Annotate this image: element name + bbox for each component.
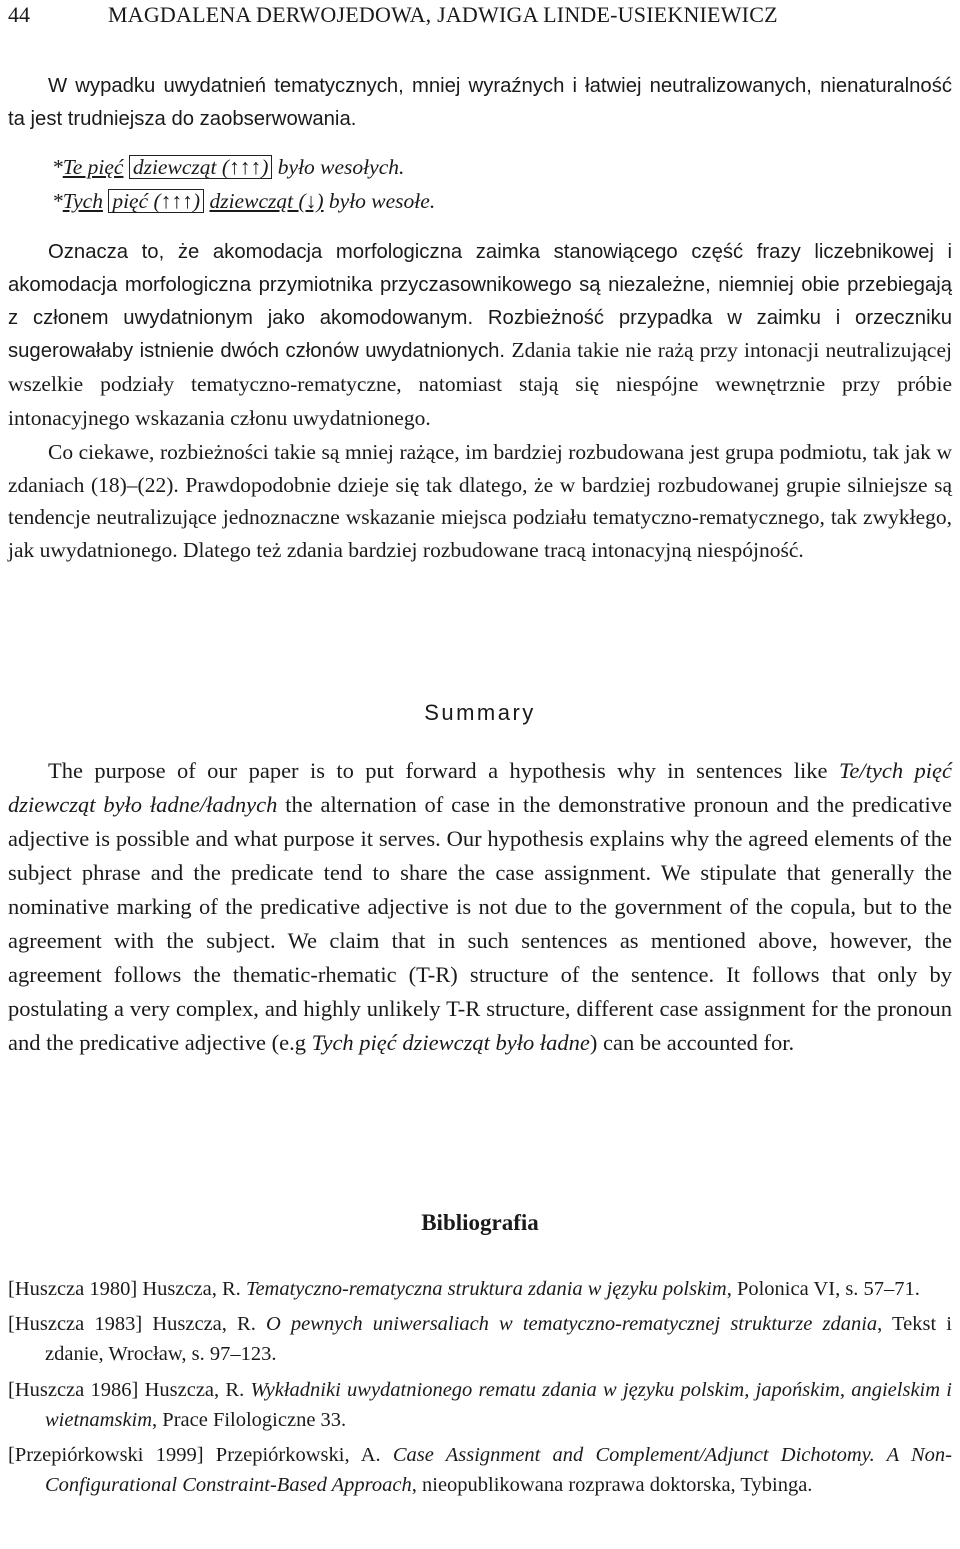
example-1-star: * <box>52 155 63 179</box>
example-1-boxed: dziewcząt (↑↑↑) <box>129 155 273 179</box>
bib-entry-title: Wykładniki uwydatnionego rematu zdania w języku polskim, japońskim, angielskim i wietnamskim <box>45 1378 953 1431</box>
example-2-star: * <box>52 189 63 213</box>
bib-entry <box>8 1440 952 1500</box>
intro-paragraph: W wypadku uwydatnień tematycznych, mniej wyraźnych i łatwiej neutralizowanych, nienaturalność ta jest trudniejsza do zaobserwowania. <box>8 75 952 130</box>
example-2 <box>52 186 435 216</box>
polish-paragraph-1b: Zdania takie nie rażą przy intonacji neutralizującej wszelkie podziały tematyczno-rematyczne, natomiast stają się niespójne wewnętrznie przy próbie intonacyjnego wskazania członu uwydatnionego. <box>8 338 952 430</box>
summary-middle: the alternation of case in the demonstrative pronoun and the predicative adjective is possible and what purpose it serves. Our hypothesis explains why the agreed elements of the subject phrase and the predicate tend to share the case assignment. We stipulate that generally the nominative marking of the predicative adjective is not due to the government of the copula, but to the agreement with the subject. We claim that in such sentences as mentioned above, however, the agreement follows the thematic-rhematic (T-R) structure of the sentence. It follows that only by postulating a very complex, and highly unlikely T-R structure, different case assignment for the pronoun and the predicative adjective (e.g <box>8 792 952 1055</box>
bibliography-title: Bibliografia <box>421 1210 539 1235</box>
polish-body <box>8 236 952 567</box>
polish-paragraph-1a: Oznacza to, że akomodacja morfologiczna zaimka stanowiącego część frazy liczebnikowej i akomodacja morfologiczna przymiotnika przyczasownikowego są niezależne, niemniej obie przebiegają z członem uwydatnionym jako akomodowanym. Rozbieżność przypadka w zaimku i orzeczniku sugerowałaby istnienie dwóch członów uwydatnionych. <box>8 241 952 363</box>
example-2-part2: dziewcząt (↓) <box>209 189 324 213</box>
bib-entry-key: [Huszcza 1986] Huszcza, R. <box>8 1378 251 1401</box>
running-head: MAGDALENA DERWOJEDOWA, JADWIGA LINDE-USIEKNIEWICZ <box>108 2 778 27</box>
summary-lead: The purpose of our paper is to put forward a hypothesis why in sentences like <box>48 758 839 783</box>
example-2-rest: było wesołe. <box>323 189 436 213</box>
bib-entry-key: [Przepiórkowski 1999] Przepiórkowski, A. <box>8 1444 393 1467</box>
summary-paragraph <box>8 754 952 1060</box>
bib-entry-title: O pewnych uniwersaliach w tematyczno-rematycznej strukturze zdania <box>265 1313 878 1336</box>
intro-block <box>8 70 952 136</box>
polish-paragraph-2b: Prawdopodobnie dzieje się tak dlatego, że w bardziej rozbudowanej grupie silniejsze są tendencje neutralizujące jednoznaczne wskazanie miejsca podziału tematyczno-rematycznego, tak zwykłego, jak uwydatnionego. Dlatego też zdania bardziej rozbudowane tracą intonacyjną niespójność. <box>8 472 952 563</box>
summary-title: Summary <box>424 700 536 725</box>
bib-entry-rest: , Polonica VI, s. 57–71. <box>726 1278 920 1300</box>
bib-entry-key: [Huszcza 1980] Huszcza, R. <box>8 1278 246 1300</box>
bib-entry <box>8 1375 952 1435</box>
bib-entry-rest: , nieopublikowana rozprawa doktorska, Tybinga. <box>411 1474 813 1497</box>
polish-paragraph-1 <box>8 236 952 436</box>
polish-paragraph-2 <box>8 436 952 567</box>
example-2-boxed: pięć (↑↑↑) <box>108 189 204 213</box>
page-number: 44 <box>8 2 30 27</box>
bib-entry <box>8 1274 952 1304</box>
bib-entry-rest: , Tekst i zdanie, Wrocław, s. 97–123. <box>45 1313 952 1366</box>
summary-italic-example-2: Tych pięć dziewcząt było ładne <box>311 1030 590 1055</box>
summary-end: ) can be accounted for. <box>589 1030 795 1055</box>
bib-entry-title: Case Assignment and Complement/Adjunct Dichotomy. A Non-Configurational Constraint-Based Approach <box>45 1444 952 1497</box>
bib-entry-key: [Huszcza 1983] Huszcza, R. <box>8 1313 266 1336</box>
summary-italic-example-1: Te/tych pięć dziewcząt było ładne/ładnych <box>8 758 952 817</box>
bib-entry-rest: , Prace Filologiczne 33. <box>152 1408 347 1431</box>
bib-entry-title: Tematyczno-rematyczna struktura zdania w języku polskim <box>245 1278 727 1300</box>
example-1-rest: było wesołych. <box>272 155 405 179</box>
polish-paragraph-2a: Co ciekawe, rozbieżności takie są mniej rażące, im bardziej rozbudowana jest grupa podmiotu, tak jak w zdaniach (18)–(22). <box>8 439 952 497</box>
example-2-part1: Tych <box>62 189 103 213</box>
bib-entry <box>8 1309 952 1369</box>
summary-block <box>8 754 952 1060</box>
example-1-part1: Te pięć <box>62 155 124 179</box>
bibliography-list <box>8 1274 952 1505</box>
example-1 <box>52 152 404 182</box>
